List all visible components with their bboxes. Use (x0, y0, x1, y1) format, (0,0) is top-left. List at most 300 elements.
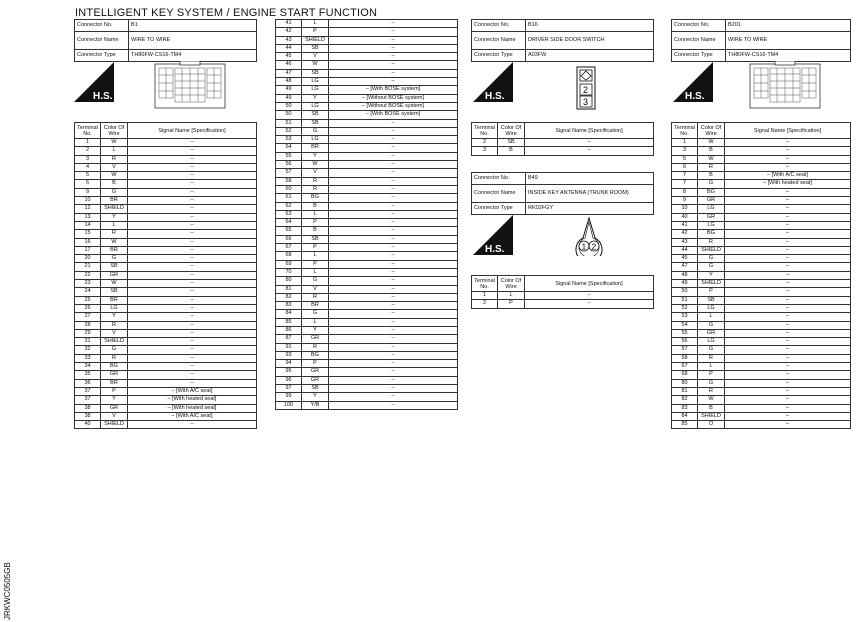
signal-name-cell: – (329, 318, 458, 326)
terminal-no-cell: 38 (75, 404, 101, 412)
terminal-no-cell: 23 (75, 280, 101, 288)
terminal-no-cell: 41 (276, 20, 302, 28)
terminal-no-cell: 48 (276, 78, 302, 86)
signal-name-cell: – (128, 363, 257, 371)
signal-name-cell: – (128, 255, 257, 263)
terminal-no-cell: 49 (672, 280, 698, 288)
wire-color-cell: P (698, 371, 725, 379)
signal-name-cell: – (725, 147, 851, 155)
terminal-no-cell: 1 (472, 292, 498, 300)
signal-name-cell: – [With A/C seat] (725, 172, 851, 180)
wire-color-cell: SB (302, 119, 329, 127)
wire-color-cell: Y (302, 94, 329, 102)
wire-color-cell: SHIELD (101, 205, 128, 213)
signal-name-cell: – (329, 61, 458, 69)
signal-name-cell: – (329, 169, 458, 177)
signal-name-cell: – (725, 329, 851, 337)
terminal-no-cell: 47 (276, 69, 302, 77)
signal-name-cell: – (128, 321, 257, 329)
table-row (75, 321, 257, 329)
wire-color-cell: BG (302, 194, 329, 202)
terminal-no-cell: 87 (276, 335, 302, 343)
wire-color-cell: G (302, 310, 329, 318)
table-row (672, 246, 851, 254)
table-row (276, 53, 458, 61)
table-row (472, 139, 654, 147)
wire-color-cell: W (698, 396, 725, 404)
signal-name-cell: – (329, 335, 458, 343)
terminal-no-cell: 3 (672, 147, 698, 155)
terminal-no-cell: 37 (75, 396, 101, 404)
table-row (672, 296, 851, 304)
wire-color-cell: G (101, 188, 128, 196)
wire-color-cell: SB (698, 296, 725, 304)
wire-color-cell: BG (698, 188, 725, 196)
terminal-no-cell: 69 (276, 260, 302, 268)
wire-color-cell: G (698, 180, 725, 188)
wire-color-cell: P (302, 260, 329, 268)
terminal-no-cell: 96 (276, 376, 302, 384)
signal-name-cell: – (329, 252, 458, 260)
wire-color-cell: GR (302, 368, 329, 376)
terminal-no-cell: 94 (276, 360, 302, 368)
connector-type-label: Connector Type (472, 203, 526, 215)
table-row (672, 346, 851, 354)
wire-color-cell: P (302, 244, 329, 252)
wire-color-cell: R (698, 387, 725, 395)
color-of-wire-header: Color Of Wire (498, 276, 525, 292)
terminal-no-cell: 1 (75, 139, 101, 147)
table-row (75, 304, 257, 312)
table-row (276, 177, 458, 185)
terminal-no-cell: 3 (75, 155, 101, 163)
wire-color-cell: LG (698, 205, 725, 213)
terminal-no-cell: 10 (75, 197, 101, 205)
wire-color-cell: R (302, 343, 329, 351)
wire-color-cell: L (698, 363, 725, 371)
b49-connector-face-icon (572, 216, 606, 256)
terminal-no-cell: 93 (276, 351, 302, 359)
signal-name-cell: – [With heated seat] (128, 396, 257, 404)
signal-name-cell: – (725, 313, 851, 321)
terminal-no-cell: 8 (672, 188, 698, 196)
terminal-no-cell: 21 (75, 263, 101, 271)
wire-color-cell: W (101, 139, 128, 147)
terminal-no-cell: 42 (672, 230, 698, 238)
signal-name-cell: – (725, 304, 851, 312)
table-row (75, 404, 257, 412)
wire-color-cell: R (101, 230, 128, 238)
table-row (75, 172, 257, 180)
connector-no-label: Connector No. (472, 20, 526, 32)
terminal-no-cell: 85 (276, 318, 302, 326)
table-row (672, 371, 851, 379)
terminal-no-cell: 50 (672, 288, 698, 296)
table-row (672, 404, 851, 412)
signal-name-cell: – (725, 280, 851, 288)
table-row (276, 194, 458, 202)
table-row (75, 180, 257, 188)
signal-name-cell: – (725, 255, 851, 263)
harness-side-icon (473, 215, 513, 255)
wire-color-cell: W (302, 61, 329, 69)
signal-name-cell: – (329, 144, 458, 152)
signal-name-cell: – (525, 139, 654, 147)
wire-color-cell: LG (698, 304, 725, 312)
wire-color-cell: G (302, 127, 329, 135)
harness-side-icon (74, 62, 114, 102)
table-row (276, 185, 458, 193)
terminal-no-cell: 45 (672, 255, 698, 263)
terminal-no-cell: 4 (75, 163, 101, 171)
table-row (672, 321, 851, 329)
wire-color-cell: P (302, 28, 329, 36)
wire-color-cell: Y (101, 313, 128, 321)
wire-color-cell: BG (698, 230, 725, 238)
table-row (276, 111, 458, 119)
table-row (472, 147, 654, 155)
signal-name-cell: – [With BOSE system] (329, 86, 458, 94)
connector-no-value: B1 (129, 20, 257, 32)
wire-color-cell: B (698, 147, 725, 155)
terminal-no-cell: 85 (672, 421, 698, 429)
hs-label: H.S. (485, 244, 505, 255)
color-of-wire-header: Color Of Wire (498, 123, 525, 139)
wire-color-cell: G (698, 321, 725, 329)
terminal-no-cell: 12 (75, 205, 101, 213)
table-row (472, 292, 654, 300)
terminal-no-cell: 55 (276, 152, 302, 160)
wire-color-cell: SHIELD (101, 338, 128, 346)
terminal-no-cell: 62 (276, 202, 302, 210)
terminal-no-cell: 82 (276, 293, 302, 301)
signal-name-cell: – (128, 246, 257, 254)
signal-name-header: Signal Name [Specification] (128, 123, 257, 139)
terminal-no-cell: 50 (276, 102, 302, 110)
terminal-no-cell: 7 (672, 180, 698, 188)
table-row (276, 244, 458, 252)
terminal-no-cell: 37 (75, 387, 101, 395)
signal-name-cell: – (128, 313, 257, 321)
terminal-no-cell: 22 (75, 271, 101, 279)
wire-color-cell: Y/B (302, 401, 329, 409)
wire-color-cell: Y (302, 152, 329, 160)
terminal-no-cell: 14 (75, 221, 101, 229)
table-row (75, 246, 257, 254)
table-row (75, 139, 257, 147)
wire-color-cell: L (302, 20, 329, 28)
terminal-no-cell: 60 (276, 185, 302, 193)
table-row (672, 412, 851, 420)
terminal-no-header: Terminal No. (472, 276, 498, 292)
terminal-no-cell: 56 (276, 161, 302, 169)
signal-name-cell: – (128, 221, 257, 229)
signal-name-cell: – (329, 127, 458, 135)
connector-name-value: WIRE TO WIRE (129, 32, 257, 50)
terminal-no-cell: 52 (672, 304, 698, 312)
wire-color-cell: GR (101, 371, 128, 379)
b16-terminal-table (471, 122, 654, 156)
table-row (75, 363, 257, 371)
wire-color-cell: G (101, 346, 128, 354)
terminal-no-cell: 57 (276, 169, 302, 177)
table-row (75, 205, 257, 213)
signal-name-cell: – (329, 36, 458, 44)
wire-color-cell: LG (698, 221, 725, 229)
table-row (276, 69, 458, 77)
b201-info-table (671, 19, 851, 62)
wire-color-cell: SB (302, 44, 329, 52)
signal-name-cell: – (725, 396, 851, 404)
wire-color-cell: SB (302, 69, 329, 77)
terminal-no-cell: 49 (276, 86, 302, 94)
table-row (276, 277, 458, 285)
table-row (672, 205, 851, 213)
signal-name-cell: – (329, 136, 458, 144)
table-row (75, 155, 257, 163)
wire-color-cell: SHIELD (101, 421, 128, 429)
terminal-no-cell: 28 (75, 321, 101, 329)
b16-connector-face-icon (575, 66, 597, 110)
table-row (276, 235, 458, 243)
table-row (75, 288, 257, 296)
connector-name-label: Connector Name (472, 32, 526, 50)
wire-color-cell: P (302, 219, 329, 227)
wire-color-cell: V (101, 163, 128, 171)
b49-info-table (471, 172, 654, 215)
terminal-no-cell: 25 (75, 296, 101, 304)
table-row (276, 44, 458, 52)
wire-color-cell: GR (698, 197, 725, 205)
table-row (75, 338, 257, 346)
connector-type-value: TH80FW-CS16-TM4 (726, 50, 851, 62)
terminal-no-cell: 26 (75, 304, 101, 312)
terminal-no-cell: 80 (672, 379, 698, 387)
signal-name-cell: – (329, 219, 458, 227)
signal-name-cell: – (128, 379, 257, 387)
terminal-no-cell: 32 (75, 346, 101, 354)
signal-name-cell: – (329, 285, 458, 293)
table-row (75, 263, 257, 271)
signal-name-cell: – (128, 280, 257, 288)
wire-color-cell: L (302, 252, 329, 260)
table-row (276, 385, 458, 393)
terminal-no-cell: 54 (672, 321, 698, 329)
wire-color-cell: GR (302, 335, 329, 343)
signal-name-cell: – (329, 119, 458, 127)
terminal-no-cell: 7 (672, 172, 698, 180)
terminal-no-cell: 65 (276, 227, 302, 235)
signal-name-cell: – (128, 155, 257, 163)
connector-no-label: Connector No. (75, 20, 129, 32)
terminal-no-cell: 9 (75, 188, 101, 196)
table-row (75, 221, 257, 229)
wire-color-cell: O (698, 421, 725, 429)
signal-name-cell: – (329, 177, 458, 185)
terminal-no-cell: 40 (75, 421, 101, 429)
signal-name-cell: – (128, 180, 257, 188)
wire-color-cell: W (101, 238, 128, 246)
signal-name-cell: – [Without BOSE system] (329, 94, 458, 102)
wire-color-cell: BR (101, 379, 128, 387)
signal-name-cell: – (725, 155, 851, 163)
signal-name-cell: – (725, 197, 851, 205)
signal-name-cell: – (329, 360, 458, 368)
table-row (276, 326, 458, 334)
pin-label: 1 (581, 241, 587, 252)
connector-type-value: RK02FGY (526, 203, 654, 215)
table-row (672, 139, 851, 147)
wire-color-cell: LG (302, 86, 329, 94)
signal-name-cell: – (329, 368, 458, 376)
terminal-no-cell: 36 (75, 379, 101, 387)
terminal-no-cell: 43 (276, 36, 302, 44)
wire-color-cell: GR (698, 213, 725, 221)
wire-color-cell: Y (302, 393, 329, 401)
wire-color-cell: B (101, 180, 128, 188)
wire-color-cell: P (101, 387, 128, 395)
table-row (276, 343, 458, 351)
signal-name-cell: – (329, 202, 458, 210)
table-row (672, 329, 851, 337)
terminal-no-cell: 5 (672, 155, 698, 163)
wire-color-cell: V (101, 329, 128, 337)
table-row (276, 252, 458, 260)
signal-name-cell: – (525, 300, 654, 308)
table-row (276, 285, 458, 293)
table-row (672, 230, 851, 238)
color-of-wire-header: Color Of Wire (698, 123, 725, 139)
wire-color-cell: R (101, 321, 128, 329)
table-row (276, 78, 458, 86)
wire-color-cell: L (302, 318, 329, 326)
signal-name-cell: – (128, 354, 257, 362)
terminal-no-cell: 97 (276, 385, 302, 393)
connector-name-value: DRIVER SIDE DOOR SWITCH (526, 32, 654, 50)
terminal-no-cell: 47 (672, 263, 698, 271)
signal-name-cell: – (329, 185, 458, 193)
terminal-no-cell: 24 (75, 288, 101, 296)
terminal-no-cell: 29 (75, 329, 101, 337)
table-row (276, 86, 458, 94)
table-row (276, 393, 458, 401)
signal-name-header: Signal Name [Specification] (525, 123, 654, 139)
terminal-no-cell: 54 (276, 144, 302, 152)
signal-name-cell: – (329, 78, 458, 86)
terminal-no-cell: 84 (276, 310, 302, 318)
terminal-no-cell: 27 (75, 313, 101, 321)
wire-color-cell: W (698, 139, 725, 147)
terminal-no-cell: 58 (672, 354, 698, 362)
table-row (672, 421, 851, 429)
wire-color-cell: G (698, 346, 725, 354)
table-row (672, 396, 851, 404)
table-row (276, 136, 458, 144)
table-row (672, 338, 851, 346)
document-code: JRKWC0505GB (3, 562, 12, 620)
wire-color-cell: R (101, 155, 128, 163)
wire-color-cell: R (698, 354, 725, 362)
terminal-no-cell: 68 (672, 371, 698, 379)
wire-color-cell: SB (101, 263, 128, 271)
terminal-no-cell: 33 (75, 354, 101, 362)
terminal-no-cell: 31 (75, 338, 101, 346)
terminal-no-cell: 99 (276, 393, 302, 401)
terminal-no-cell: 61 (276, 194, 302, 202)
table-row (672, 354, 851, 362)
signal-name-cell: – (329, 401, 458, 409)
wire-color-cell: L (498, 292, 525, 300)
terminal-no-cell: 56 (672, 338, 698, 346)
table-row (672, 288, 851, 296)
terminal-no-cell: 81 (672, 387, 698, 395)
terminal-no-cell: 66 (276, 235, 302, 243)
wire-color-cell: LG (698, 338, 725, 346)
terminal-no-cell: 16 (75, 238, 101, 246)
table-row (672, 180, 851, 188)
wire-color-cell: BG (302, 351, 329, 359)
table-row (672, 163, 851, 171)
signal-name-cell: – (128, 197, 257, 205)
connector-name-value: WIRE TO WIRE (726, 32, 851, 50)
signal-name-cell: – (329, 376, 458, 384)
table-row (276, 360, 458, 368)
wire-color-cell: BR (302, 302, 329, 310)
signal-name-cell: – (128, 213, 257, 221)
table-row (672, 387, 851, 395)
wire-color-cell: LG (302, 102, 329, 110)
table-row (75, 296, 257, 304)
wire-color-cell: P (302, 360, 329, 368)
table-row (75, 271, 257, 279)
terminal-no-cell: 70 (276, 268, 302, 276)
terminal-no-cell: 9 (672, 197, 698, 205)
wire-color-cell: Y (101, 396, 128, 404)
harness-side-icon (673, 62, 713, 102)
table-row (75, 371, 257, 379)
table-row (276, 310, 458, 318)
table-row (276, 161, 458, 169)
wire-color-cell: LG (302, 78, 329, 86)
terminal-no-cell: 83 (672, 404, 698, 412)
signal-name-cell: – (128, 271, 257, 279)
signal-name-cell: – (329, 244, 458, 252)
terminal-no-cell: 51 (276, 119, 302, 127)
terminal-no-cell: 55 (672, 329, 698, 337)
terminal-no-header: Terminal No. (472, 123, 498, 139)
table-row (75, 346, 257, 354)
pin-label: 3 (583, 97, 589, 107)
table-row (276, 119, 458, 127)
terminal-no-cell: 2 (75, 147, 101, 155)
terminal-no-cell: 86 (276, 326, 302, 334)
terminal-no-cell: 58 (276, 177, 302, 185)
wire-color-cell: G (698, 263, 725, 271)
table-row (672, 188, 851, 196)
signal-name-cell: – (725, 387, 851, 395)
connector-name-label: Connector Name (672, 32, 726, 50)
wire-color-cell: SB (302, 385, 329, 393)
signal-name-cell: – (725, 412, 851, 420)
wire-color-cell: GR (302, 376, 329, 384)
terminal-no-cell: 63 (276, 210, 302, 218)
terminal-no-cell: 3 (472, 147, 498, 155)
signal-name-cell: – (128, 421, 257, 429)
terminal-no-cell: 44 (276, 44, 302, 52)
signal-name-cell: – (725, 379, 851, 387)
signal-name-cell: – (725, 421, 851, 429)
signal-name-cell: – (725, 263, 851, 271)
